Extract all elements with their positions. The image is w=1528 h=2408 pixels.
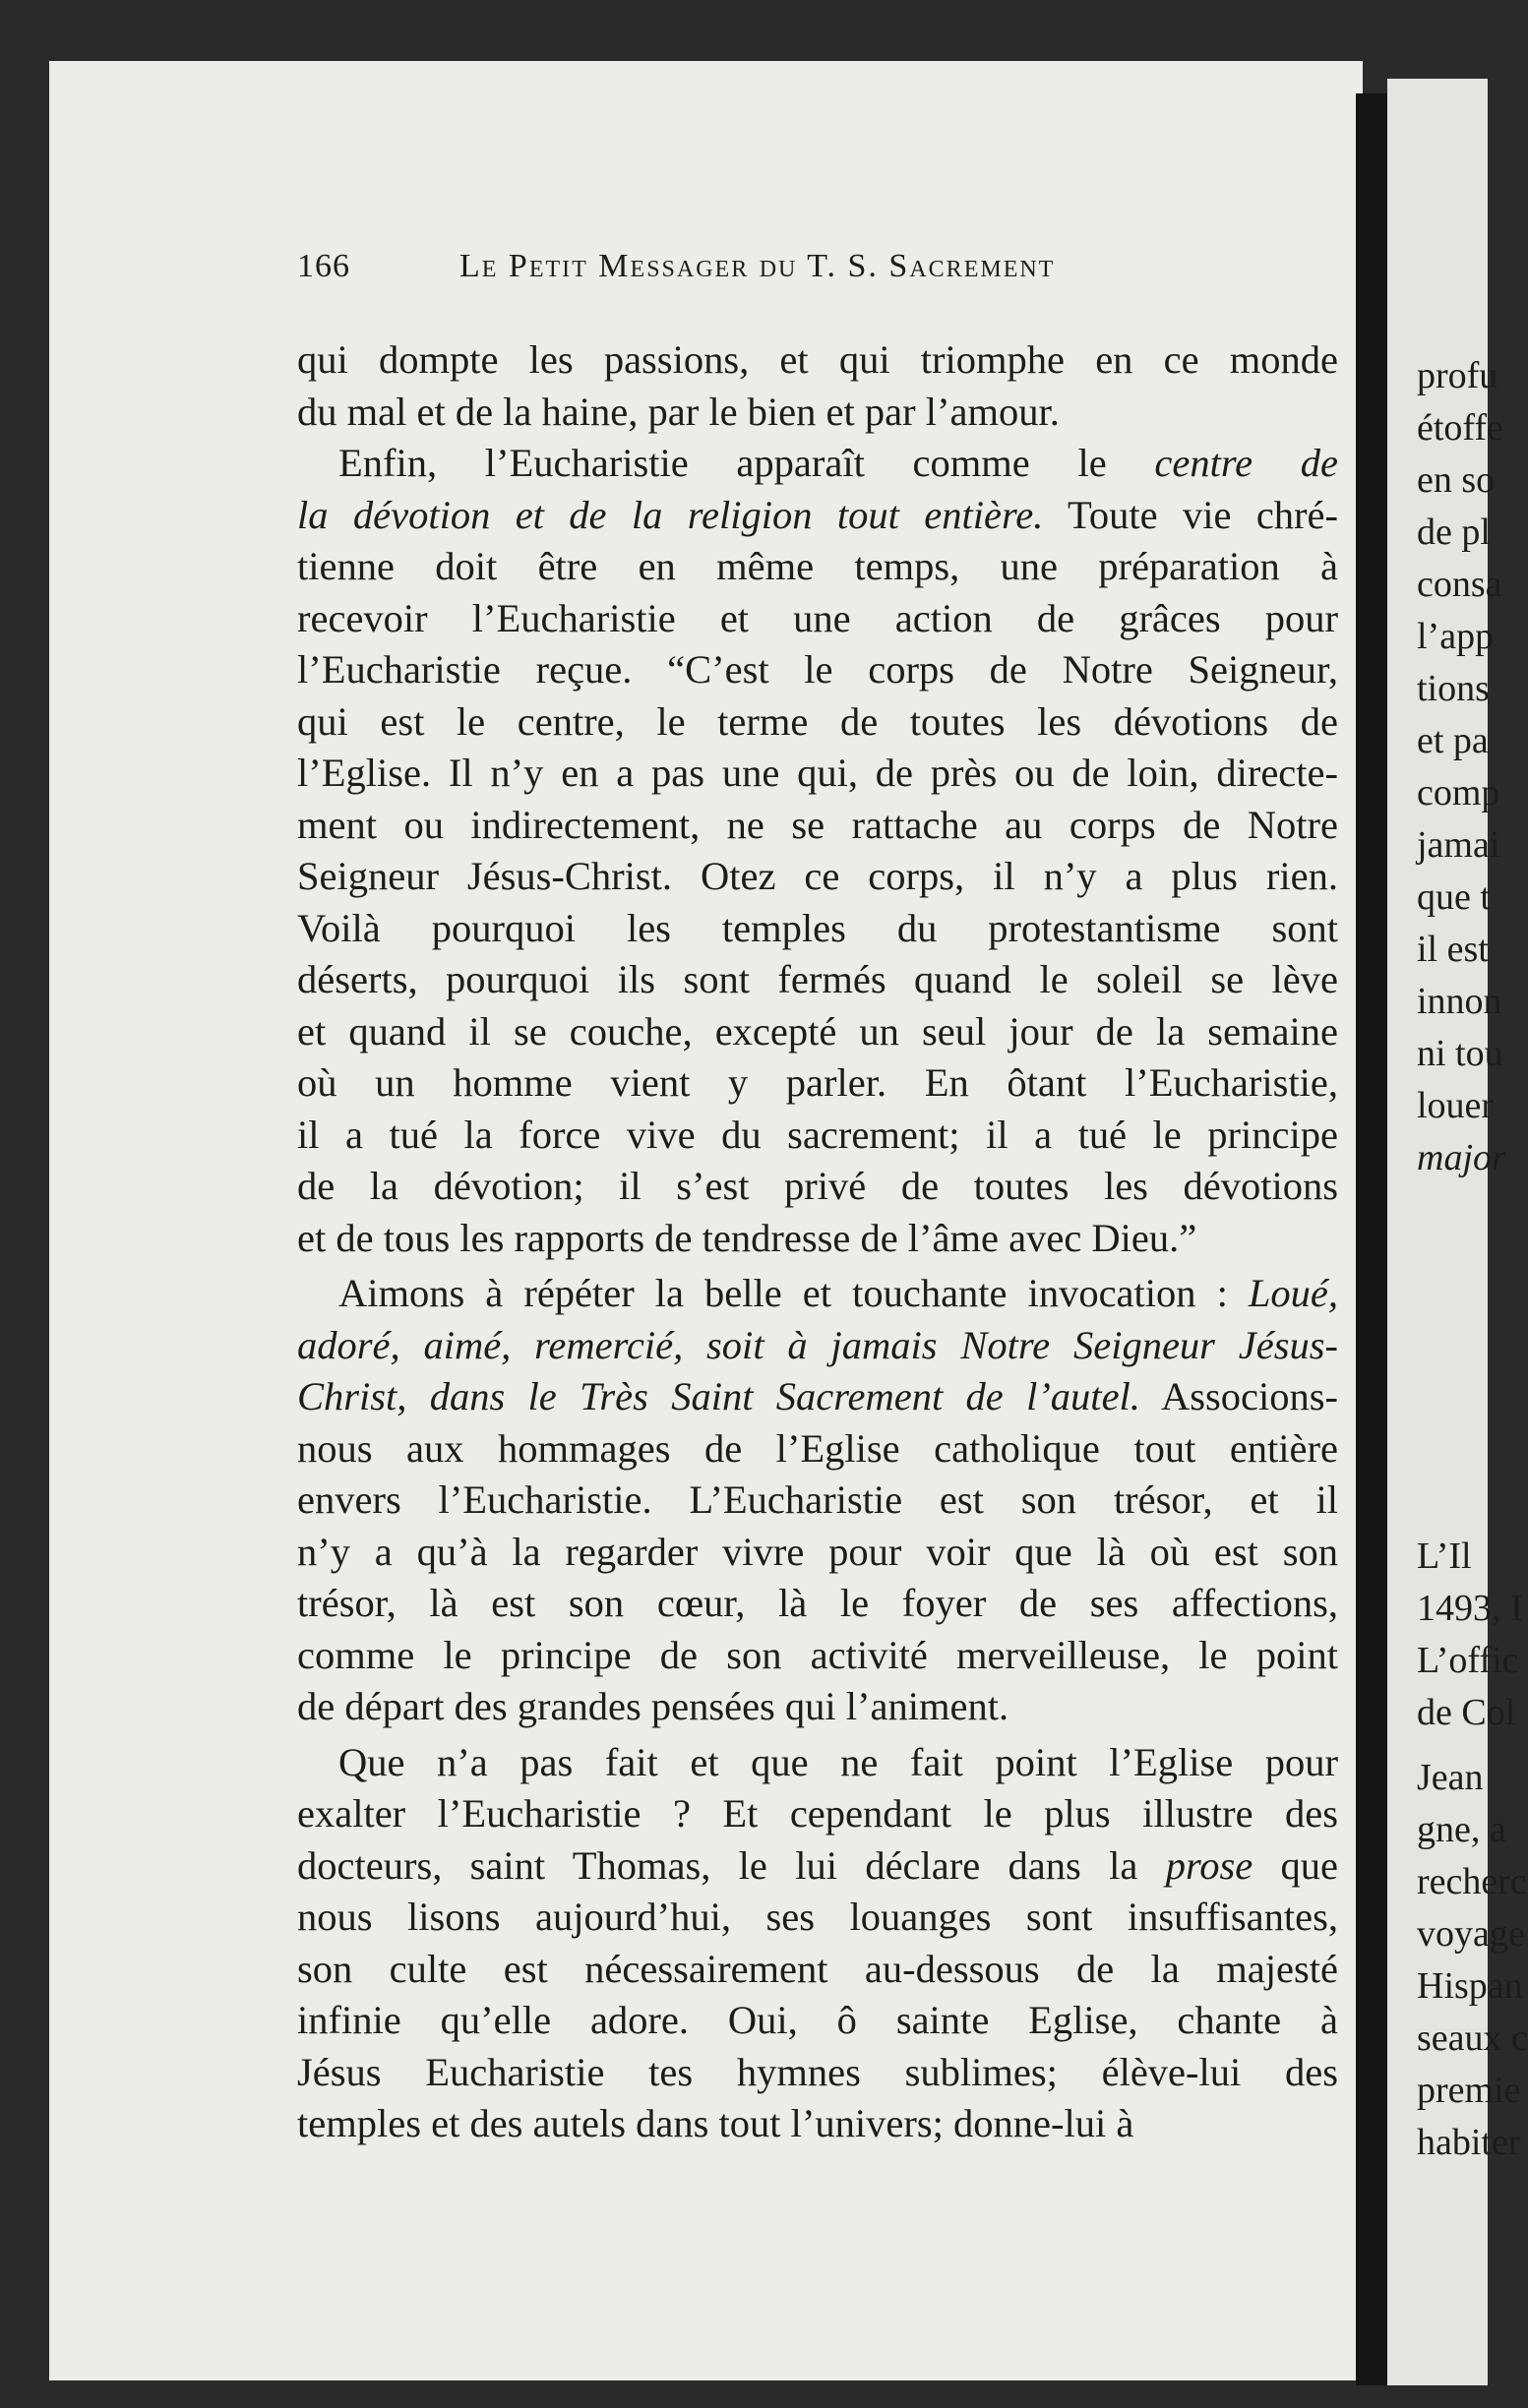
facing-page-fragment: consa <box>1417 564 1502 605</box>
text-run: de départ des grandes pensées qui l’animent. <box>297 1684 1009 1728</box>
text-line <box>297 748 1338 800</box>
text-line <box>297 387 1338 439</box>
text-run: Que n’a pas fait et que ne fait point l’Eglise pour <box>338 1739 1338 1784</box>
text-line <box>297 1527 1338 1579</box>
facing-page-fragment: seaux c <box>1417 2017 1528 2059</box>
text-run: et quand il se couche, excepté un seul jour de la semaine <box>297 1008 1338 1054</box>
text-run: il a tué la force vive du sacrement; il a tué le principe <box>297 1112 1338 1157</box>
facing-page-fragment: et pa <box>1417 720 1489 761</box>
italic-run: centre de <box>1154 441 1338 485</box>
text-run: trésor, là est son cœur, là le foyer de ses affections, <box>297 1581 1338 1625</box>
text-line <box>297 800 1338 852</box>
text-run: que <box>1253 1842 1338 1888</box>
text-line <box>297 1110 1338 1162</box>
text-line <box>297 1213 1338 1265</box>
text-run: comme le principe de son activité merveilleuse, le point <box>297 1632 1338 1677</box>
facing-page-fragment: de pl <box>1417 512 1491 553</box>
facing-page-fragment: que t <box>1417 876 1491 918</box>
page-number: 166 <box>297 248 350 284</box>
facing-page-fragment: L’offic <box>1417 1640 1519 1681</box>
text-run: l’Eglise. Il n’y en a pas une qui, de près ou de loin, directe- <box>297 751 1338 795</box>
book-gutter <box>1356 93 1391 2385</box>
facing-page-fragment: comp <box>1417 772 1500 813</box>
facing-page-fragment: de Col <box>1417 1692 1516 1733</box>
text-line <box>297 438 1338 490</box>
text-line <box>297 1944 1338 1996</box>
paragraph <box>297 438 1338 1264</box>
text-line <box>297 2047 1338 2099</box>
text-run: Jésus Eucharistie tes hymnes sublimes; élève-lui des <box>297 2049 1338 2094</box>
text-line <box>297 1161 1338 1213</box>
facing-page-fragment: Hispan <box>1417 1965 1523 2007</box>
text-run: Seigneur Jésus-Christ. Otez ce corps, il n’y a plus rien. <box>297 854 1338 898</box>
text-line <box>297 541 1338 593</box>
paragraph <box>297 1737 1338 2150</box>
text-line <box>297 696 1338 749</box>
text-run: nous lisons aujourd’hui, ses louanges sont insuffisantes, <box>297 1895 1338 1939</box>
facing-page-fragment: innon <box>1417 981 1502 1022</box>
text-line <box>297 1788 1338 1840</box>
text-run: Enfin, l’Eucharistie apparaît comme le <box>338 441 1155 485</box>
italic-run: la dévotion et de la religion tout entière. <box>297 492 1044 537</box>
text-run: qui est le centre, le terme de toutes les dévotions de <box>297 698 1338 744</box>
text-line <box>297 1475 1338 1527</box>
text-run: de la dévotion; il s’est privé de toutes les dévotions <box>297 1164 1338 1208</box>
text-line <box>297 851 1338 903</box>
facing-page-fragment: il est <box>1417 929 1489 970</box>
italic-run: prose <box>1165 1842 1253 1888</box>
text-line <box>297 2098 1338 2150</box>
italic-run: Loué, <box>1248 1271 1338 1315</box>
facing-page-fragment: louer <box>1417 1085 1495 1126</box>
text-line <box>297 1840 1338 1893</box>
text-line <box>297 1892 1338 1944</box>
text-run: Aimons à répéter la belle et touchante invocation : <box>338 1271 1249 1315</box>
text-run: envers l’Eucharistie. L’Eucharistie est son trésor, et il <box>297 1477 1338 1522</box>
facing-page-fragment: Jean <box>1417 1757 1484 1798</box>
facing-page-fragment: ni tou <box>1417 1033 1503 1074</box>
text-run: temples et des autels dans tout l’univers; donne-lui à <box>297 2101 1134 2145</box>
text-line <box>297 954 1338 1006</box>
facing-page-fragment: habiter <box>1417 2122 1521 2163</box>
facing-page-fragment: voyage <box>1417 1913 1525 1955</box>
text-line <box>297 1630 1338 1682</box>
facing-page-fragment: l’app <box>1417 616 1495 657</box>
text-run: ment ou indirectement, ne se rattache au corps de Notre <box>297 802 1338 847</box>
text-run: recevoir l’Eucharistie et une action de grâces pour <box>297 595 1338 640</box>
running-title: Le Petit Messager du T. S. Sacrement <box>459 248 1056 284</box>
text-run: déserts, pourquoi ils sont fermés quand le soleil se lève <box>297 957 1338 1001</box>
facing-page-fragment: en so <box>1417 459 1496 501</box>
italic-run: Christ, dans le Très Saint Sacrement de l’autel. <box>297 1374 1140 1418</box>
body-text <box>297 334 1338 2150</box>
facing-page-fragment: profu <box>1417 355 1498 396</box>
text-run: du mal et de la haine, par le bien et par l’amour. <box>297 389 1060 434</box>
text-line <box>297 903 1338 955</box>
text-run: n’y a qu’à la regarder vivre pour voir que là où est son <box>297 1529 1338 1574</box>
facing-page-fragment: premie <box>1417 2070 1521 2111</box>
paragraph <box>297 334 1338 438</box>
facing-page-fragment: gne, a <box>1417 1809 1506 1850</box>
text-run: docteurs, saint Thomas, le lui déclare dans la <box>297 1842 1166 1888</box>
text-run: où un homme vient y parler. En ôtant l’Eucharistie, <box>297 1060 1338 1105</box>
text-run: exalter l’Eucharistie ? Et cependant le plus illustre des <box>297 1791 1338 1836</box>
text-run: qui dompte les passions, et qui triomphe en ce monde <box>297 337 1338 382</box>
text-line <box>297 1737 1338 1789</box>
text-line <box>297 1681 1338 1733</box>
text-line <box>297 593 1338 645</box>
text-run: Associons- <box>1139 1374 1338 1418</box>
text-line <box>297 1995 1338 2047</box>
text-line <box>297 1320 1338 1372</box>
text-line <box>297 1268 1338 1320</box>
facing-page-fragment: 1493, I <box>1417 1588 1523 1629</box>
facing-page <box>1387 79 1528 2385</box>
text-run: et de tous les rapports de tendresse de l’âme avec Dieu.” <box>297 1215 1197 1260</box>
facing-page-fragment: major <box>1417 1137 1506 1178</box>
italic-run: adoré, aimé, remercié, soit à jamais Notre Seigneur Jésus- <box>297 1322 1338 1367</box>
facing-page-fragment: recherc <box>1417 1861 1527 1902</box>
text-line <box>297 1057 1338 1110</box>
text-line <box>297 1578 1338 1630</box>
facing-page-fragment: L’Il <box>1417 1535 1472 1577</box>
text-line <box>297 1006 1338 1058</box>
text-line <box>297 334 1338 387</box>
facing-page-fragment: jamai <box>1417 824 1500 866</box>
facing-page-fragment: étoffe <box>1417 407 1503 449</box>
text-run: l’Eucharistie reçue. “C’est le corps de Notre Seigneur, <box>297 647 1338 692</box>
text-run: son culte est nécessairement au-dessous de la majesté <box>297 1946 1338 1991</box>
text-line <box>297 490 1338 542</box>
text-run: infinie qu’elle adore. Oui, ô sainte Eglise, chante à <box>297 1998 1338 2042</box>
text-run: nous aux hommages de l’Eglise catholique tout entière <box>297 1425 1338 1471</box>
text-line <box>297 1371 1338 1423</box>
paragraph <box>297 1268 1338 1733</box>
text-line <box>297 1423 1338 1475</box>
text-line <box>297 644 1338 696</box>
text-run: Toute vie chré- <box>1043 492 1338 537</box>
facing-page-fragment: tions <box>1417 668 1490 709</box>
text-run: Voilà pourquoi les temples du protestantisme sont <box>297 905 1338 950</box>
text-run: tienne doit être en même temps, une préparation à <box>297 544 1338 588</box>
